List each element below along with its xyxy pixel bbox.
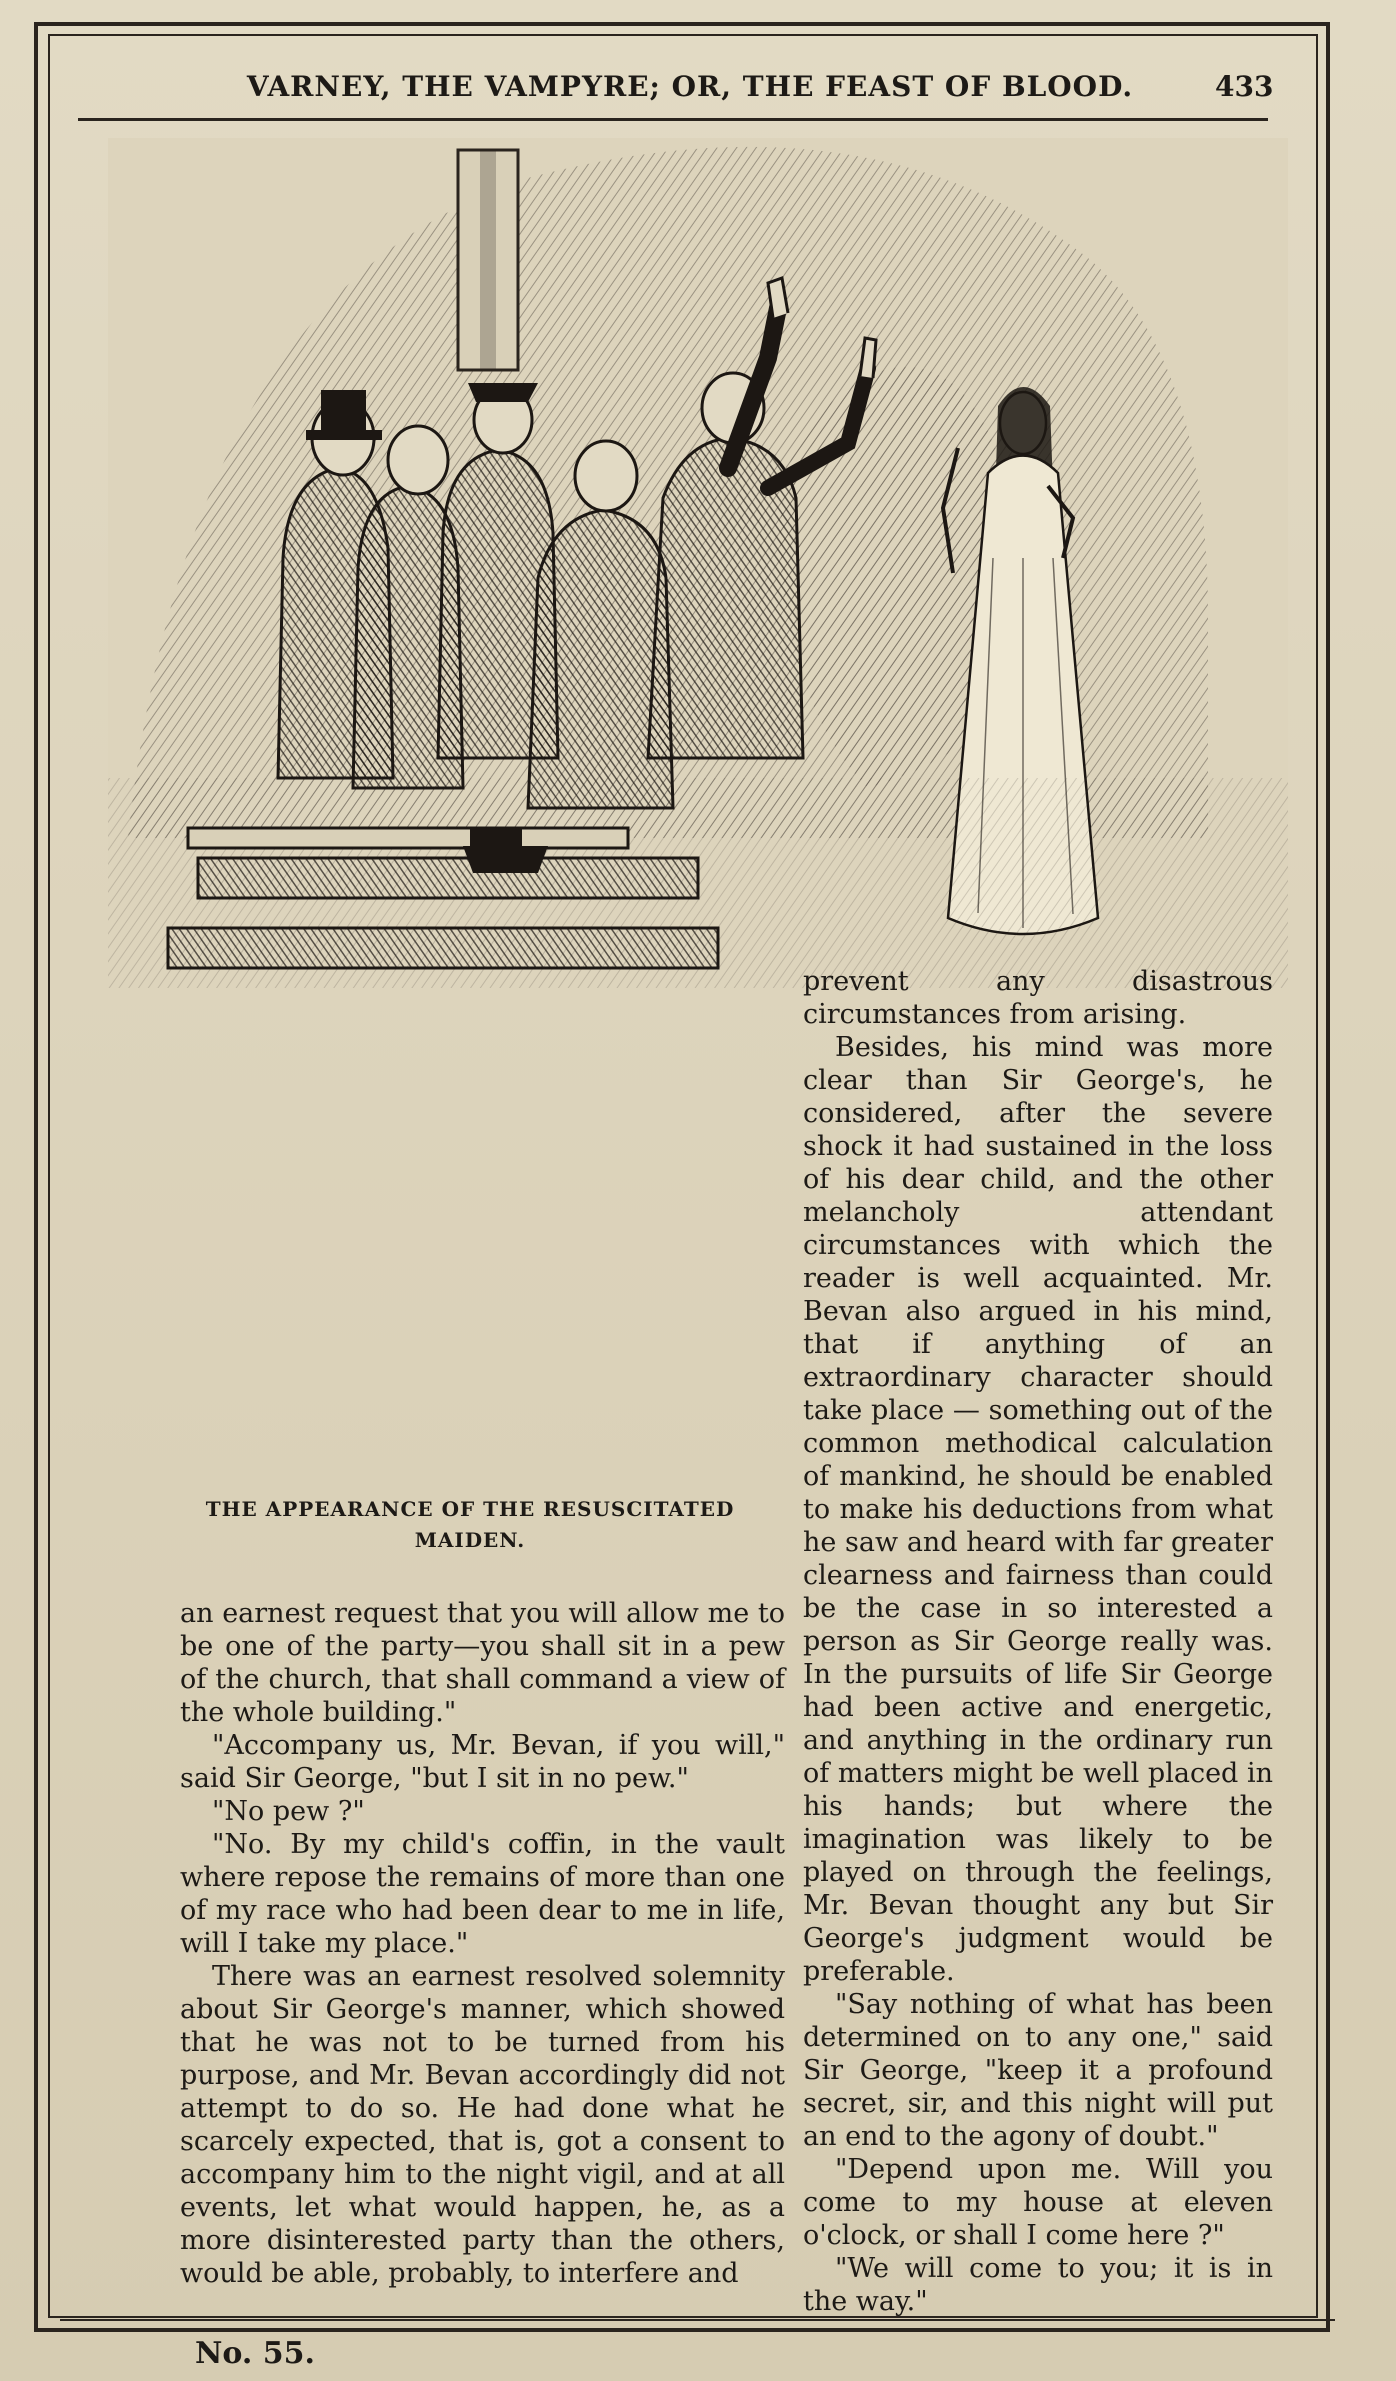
left-paragraph-1: an earnest request that you will allow me to be one of the party—you shall sit in a pew of the church, that shall command a view of the whole building." (180, 1598, 785, 1728)
header-rule (78, 118, 1268, 121)
right-paragraph-2: Besides, his mind was more clear than Sir George's, he considered, after the severe shock it had sustained in the loss of his dear child, and the other melancholy attendant circumstances with which the reader is well acquainted. Mr. Bevan also argued in his mind, that if anything of an extraordinary character should take place — something out of the common methodical calculation of mankind, he should be enabled to make his deductions from what he saw and heard with far greater clearness and fairness than could be the case in so interested a person as Sir George really was. In the pursuits of life Sir George had been active and energetic, and anything in the ordinary run of matters might be well placed in his hands; but where the imagination was likely to be played on through the feelings, Mr. Bevan thought any but Sir George's judgment would be preferable. (803, 1032, 1273, 1987)
left-paragraph-2: "Accompany us, Mr. Bevan, if you will," said Sir George, "but I sit in no pew." (180, 1730, 785, 1794)
right-column-text (803, 965, 1273, 2318)
caption-line-1: THE APPEARANCE OF THE RESUSCITATED (205, 1497, 735, 1521)
right-paragraph-4: "Depend upon me. Will you come to my house at eleven o'clock, or shall I come here ?" (803, 2154, 1273, 2251)
engraving-illustration (108, 138, 1288, 988)
illustration-caption (150, 1494, 790, 1556)
issue-number: No. 55. (195, 2336, 315, 2371)
left-paragraph-5: There was an earnest resolved solemnity about Sir George's manner, which showed that he was not to be turned from his purpose, and Mr. Bevan accordingly did not attempt to do so. He had done what he scarcely expected, that is, got a consent to accompany him to the night vigil, and at all events, let what would happen, he, as a more disinterested party than the others, would be able, probably, to interfere and (180, 1961, 785, 2289)
right-paragraph-5: "We will come to you; it is in the way." (803, 2253, 1273, 2317)
illustration (108, 138, 1288, 988)
left-column-text (180, 1597, 785, 2290)
bottom-rule (60, 2319, 1335, 2321)
right-paragraph-3: "Say nothing of what has been determined on to any one," said Sir George, "keep it a profound secret, sir, and this night will put an end to the agony of doubt." (803, 1989, 1273, 2152)
left-paragraph-3: "No pew ?" (212, 1796, 365, 1827)
page-header-title: VARNEY, THE VAMPYRE; OR, THE FEAST OF BLOOD. (246, 70, 1134, 103)
left-paragraph-4: "No. By my child's coffin, in the vault where repose the remains of more than one of my race who had been dear to me in life, will I take my place." (180, 1829, 785, 1959)
page-number: 433 (1215, 70, 1274, 103)
caption-line-2: MAIDEN. (414, 1528, 526, 1552)
right-paragraph-1: prevent any disastrous circumstances from arising. (803, 966, 1273, 1030)
